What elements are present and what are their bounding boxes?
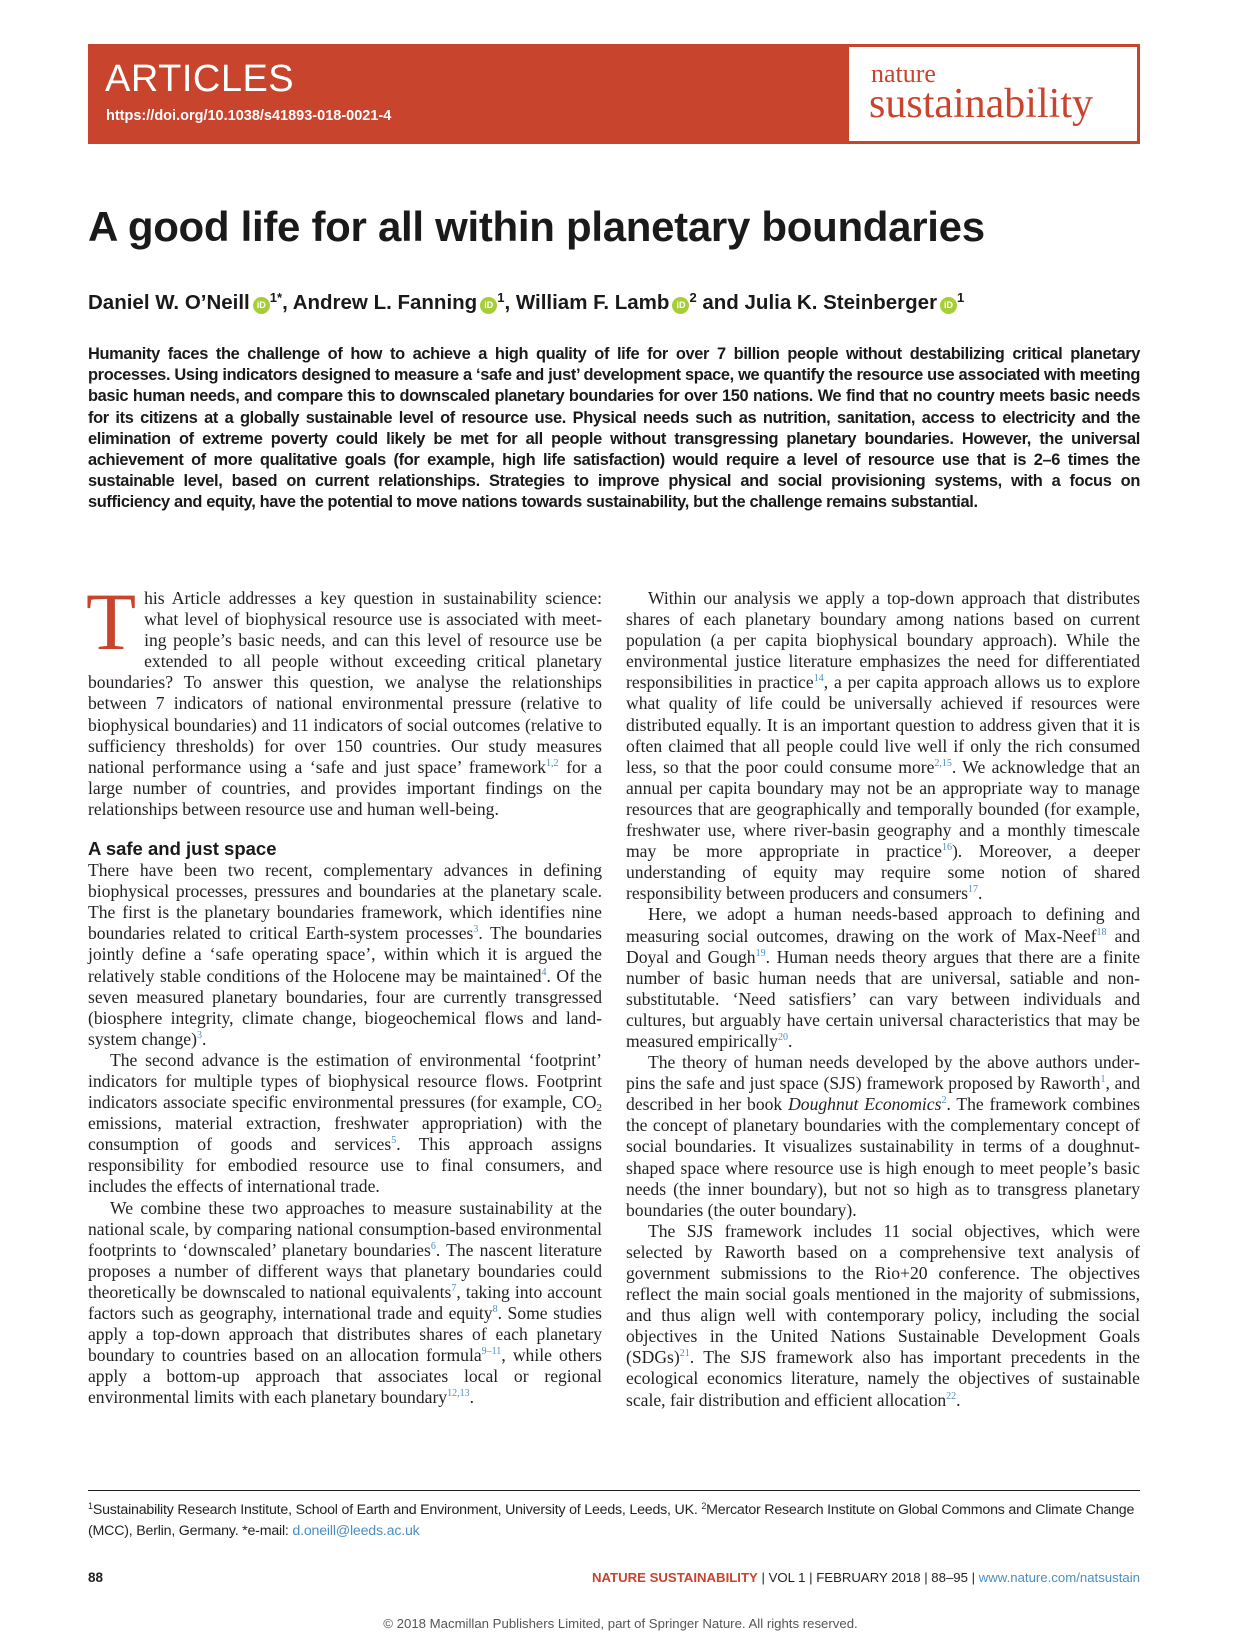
author-separator: and bbox=[696, 291, 745, 314]
text-run: . The framework combines the concept of planetary boundaries with the complementary concept of social boundaries. It visualizes sustainability in terms of a doughnut-shaped space where resource use is high enough to meet people’s basic needs (the inner boundary), but not so high as to transgress planetary boundaries (the outer boundary). bbox=[626, 1094, 1140, 1220]
author-affiliation: 1* bbox=[269, 290, 283, 305]
text-run: for a large number of countries, and provides important findings on the relationships between resource use and human well-being. bbox=[88, 756, 602, 819]
text-run: . We acknowledge that an annual per capita boundary may not be an appropriate way to manage resources that are geographically and temporally bounded (for example, freshwater use, where river-basin geography and a monthly timescale may be more appropriate in practice bbox=[626, 756, 1140, 862]
section-heading: A safe and just space bbox=[88, 838, 277, 860]
text-run: emissions, material extraction, freshwater appropriation) with the consumption of goods and services bbox=[88, 1113, 602, 1155]
body-column-left bbox=[86, 576, 603, 1408]
text-run: and Doyal and Gough bbox=[626, 925, 1140, 967]
text-run: ). Moreover, a deeper understanding of equity may require some notion of shared responsibility between producers and consumers bbox=[626, 841, 1140, 904]
text-run: . This approach assigns responsibility for embodied resource use to final consumers, and includes the effects of international trade. bbox=[88, 1134, 602, 1197]
citation-ref[interactable]: 7 bbox=[451, 1282, 457, 1294]
section-label: ARTICLES bbox=[105, 58, 295, 100]
text-run: . The boundaries jointly define a ‘safe operating space’, within which it is argued the relatively stable conditions of the Holocene may be maintained bbox=[88, 923, 602, 986]
citation-ref[interactable]: 16 bbox=[941, 842, 952, 854]
author-name[interactable]: Julia K. Steinberger bbox=[744, 291, 938, 314]
text-run: Here, we adopt a human needs-based approach to defining and measuring social outcomes, drawing on the work of Max-Neef bbox=[626, 904, 1140, 946]
logo-sustainability-text: sustainability bbox=[869, 81, 1093, 127]
text-run: . bbox=[787, 1030, 793, 1051]
author-name[interactable]: Daniel W. O’Neill bbox=[88, 291, 250, 314]
article-title: A good life for all within planetary boundaries bbox=[88, 203, 985, 250]
citation-ref[interactable]: 3 bbox=[473, 924, 479, 936]
citation-ref[interactable]: 9–11 bbox=[481, 1346, 502, 1358]
citation-ref[interactable]: 2,15 bbox=[934, 757, 952, 769]
citation-ref[interactable]: 17 bbox=[968, 884, 979, 896]
text-run: The second advance is the estimation of environmental ‘footprint’ indicators for multiple types of biophysical resource flows. Footprint indicators associate specific environmental pressures (for example, CO bbox=[88, 1049, 602, 1113]
orcid-icon[interactable]: iD bbox=[253, 297, 270, 314]
footnote-divider bbox=[88, 1490, 1140, 1491]
footer-journal-url[interactable]: www.nature.com/natsustain bbox=[978, 1570, 1140, 1585]
text-run: his Article addresses a key question in sustainability science: what level of biophysical resource use is associated with meeting people’s basic needs, and can this level of resource use be extended to all people without exceeding critical planetary boundaries? To answer this question, we analyse the relationships between 7 indicators of national environmental pressure (relative to biophysical boundaries) and 11 indicators of social outcomes (relative to sufficiency thresholds) for over 150 countries. Our study measures national performance using a ‘safe and just space’ framework bbox=[88, 588, 602, 777]
copyright-notice: © 2018 Macmillan Publishers Limited, part of Springer Nature. All rights reserved. bbox=[383, 1616, 858, 1631]
text-run: . Of the seven measured planetary boundaries, four are currently transgressed (biosphere integrity, climate change, biogeochemical flows and land-system change) bbox=[88, 965, 602, 1049]
text-run: . bbox=[201, 1028, 207, 1049]
orcid-icon[interactable]: iD bbox=[480, 297, 497, 314]
abstract: Humanity faces the challenge of how to achieve a high quality of life for over 7 billion people without destabilizing critical planetary processes. Using indicators designed to measure a ‘safe and just’ development space, we quantify the resource use associated with meeting basic human needs, and compare this to downscaled planetary boundaries for over 150 nations. We find that no country meets basic needs for its citizens at a globally sustainable level of resource use. Physical needs such as nutrition, sanitation, access to electricity and the elimination of extreme poverty could likely be met for all people without transgressing planetary boundaries. However, the universal achievement of more qualitative goals (for example, high life satisfaction) would require a level of resource use that is 2–6 times the sustainable level, based on current relationships. Strategies to improve physical and social provisioning systems, with a focus on sufficiency and equity, have the potential to move nations towards sustainability, but the challenge remains substantial. bbox=[88, 345, 1140, 512]
body-paragraph bbox=[626, 904, 1140, 1052]
body-paragraph bbox=[88, 1198, 602, 1409]
body-column-right bbox=[626, 588, 1140, 1411]
text-run: , taking into account factors such as geography, international trade and equity bbox=[88, 1281, 603, 1323]
orcid-icon[interactable]: iD bbox=[672, 297, 689, 314]
email-link[interactable]: d.oneill@leeds.ac.uk bbox=[292, 1523, 420, 1539]
text-run: There have been two recent, complementary advances in defining biophysical processes, pressures and boundaries at the planetary scale. The first is the planetary boundaries framework, which identifies nine boundaries related to critical Earth-system processes bbox=[88, 860, 602, 944]
affiliation-2: Mercator Research Institute on Global Commons and Climate Change (MCC), Berlin, Germany. *e-mail: bbox=[88, 1502, 1135, 1539]
citation-ref[interactable]: 20 bbox=[777, 1031, 788, 1043]
citation-ref[interactable]: 22 bbox=[946, 1390, 957, 1402]
body-paragraph bbox=[88, 860, 602, 1050]
text-run: . bbox=[469, 1387, 475, 1408]
citation-ref[interactable]: 1,2 bbox=[546, 757, 559, 769]
text-run: . The nascent literature proposes a number of different ways that planetary boundaries could theoretically be downscaled to national equivalents bbox=[88, 1239, 602, 1302]
author-separator: , bbox=[282, 291, 293, 314]
text-run: , while others apply a bottom-up approach that associates local or regional environmental limits with each planetary boundary bbox=[88, 1345, 602, 1408]
citation-ref[interactable]: 12,13 bbox=[447, 1388, 470, 1400]
footer-issue-info: | VOL 1 | FEBRUARY 2018 | 88–95 | bbox=[757, 1570, 979, 1585]
journal-logo[interactable] bbox=[849, 47, 1137, 141]
citation-ref[interactable]: 6 bbox=[430, 1240, 436, 1252]
book-title: Doughnut Economics bbox=[788, 1094, 942, 1115]
article-type-banner bbox=[88, 44, 1140, 144]
author-list bbox=[88, 291, 964, 315]
subscript: 2 bbox=[596, 1102, 602, 1115]
citation-ref[interactable]: 2 bbox=[941, 1095, 947, 1107]
affiliation-mark: 2 bbox=[701, 1501, 707, 1511]
drop-cap: T bbox=[86, 576, 137, 667]
text-run: . Some studies apply a top-down approach that distributes shares of each planetary boundary to countries based on an allocation formula bbox=[88, 1303, 602, 1366]
author-separator: , bbox=[504, 291, 516, 314]
affiliation-1: Sustainability Research Institute, School of Earth and Environment, University of Leeds, Leeds, UK. bbox=[92, 1502, 702, 1518]
author-affiliation: 1 bbox=[497, 290, 505, 305]
body-paragraph bbox=[626, 588, 1140, 904]
citation-ref[interactable]: 18 bbox=[1096, 926, 1107, 938]
doi-link[interactable]: https://doi.org/10.1038/s41893-018-0021-4 bbox=[106, 108, 392, 124]
text-run: Within our analysis we apply a top-down approach that distributes shares of each planetary boundary among nations based on current population (a per capita biophysical boundary approach). While the environmental justice literature emphasizes the need for differentiated responsibilities in practice bbox=[626, 588, 1140, 693]
text-run: The theory of human needs developed by the above authors underpins the safe and just space (SJS) framework proposed by Raworth bbox=[626, 1052, 1140, 1094]
citation-ref[interactable]: 3 bbox=[196, 1029, 202, 1041]
running-footer bbox=[592, 1570, 1140, 1585]
citation-ref[interactable]: 5 bbox=[391, 1135, 397, 1147]
orcid-icon[interactable]: iD bbox=[940, 297, 957, 314]
citation-ref[interactable]: 4 bbox=[541, 966, 547, 978]
affiliations bbox=[88, 1500, 1148, 1542]
affiliation-mark: 1 bbox=[88, 1501, 93, 1511]
text-run: . bbox=[956, 1389, 961, 1410]
footer-journal-name: NATURE SUSTAINABILITY bbox=[591, 1570, 758, 1585]
author-name[interactable]: William F. Lamb bbox=[515, 291, 670, 314]
text-run: , and described in her book bbox=[626, 1073, 1140, 1115]
text-run: . Human needs theory argues that there are a finite number of basic human needs that are universal, satiable and non-substitutable. ‘Need satisfiers’ can vary between individuals and cultures, but arguably have certain universal characteristics that may be measured empirically bbox=[626, 946, 1140, 1051]
body-paragraph bbox=[626, 1221, 1140, 1411]
page-number: 88 bbox=[88, 1570, 104, 1585]
logo-nature-text: nature bbox=[871, 59, 936, 88]
body-paragraph bbox=[88, 1050, 602, 1198]
text-run: We combine these two approaches to measure sustainability at the national scale, by comparing national consumption-based environmental footprints to ‘downscaled’ planetary boundaries bbox=[88, 1197, 602, 1260]
body-paragraph bbox=[626, 1052, 1140, 1221]
citation-ref[interactable]: 21 bbox=[679, 1348, 690, 1360]
citation-ref[interactable]: 1 bbox=[1100, 1074, 1106, 1086]
text-run: , a per capita approach allows us to explore what quality of life could be universally achieved if resources were distributed equally. It is an important question to address given that it is often claimed that all people could live well if only the rich consumed less, so that the poor could consume more bbox=[626, 672, 1141, 777]
intro-paragraph bbox=[86, 576, 602, 820]
text-run: . The SJS framework also has important precedents in the ecological economics literature, namely the objectives of sustainable scale, fair distribution and efficient allocation bbox=[626, 1347, 1140, 1410]
author-name[interactable]: Andrew L. Fanning bbox=[292, 291, 478, 314]
author-affiliation: 2 bbox=[689, 290, 697, 305]
text-run: The SJS framework includes 11 social objectives, which were selected by Raworth based on a comprehensive text analysis of government submissions to the Rio+20 conference. The objectives reflect the main social goals mentioned in the majority of submissions, and thus align well with contemporary policy, including the social objectives in the United Nations Sustainable Development Goals (SDGs) bbox=[626, 1220, 1140, 1368]
text-run: . bbox=[978, 883, 983, 904]
citation-ref[interactable]: 19 bbox=[755, 947, 766, 959]
citation-ref[interactable]: 8 bbox=[492, 1304, 498, 1315]
author-affiliation: 1 bbox=[957, 290, 965, 305]
citation-ref[interactable]: 14 bbox=[813, 673, 824, 685]
